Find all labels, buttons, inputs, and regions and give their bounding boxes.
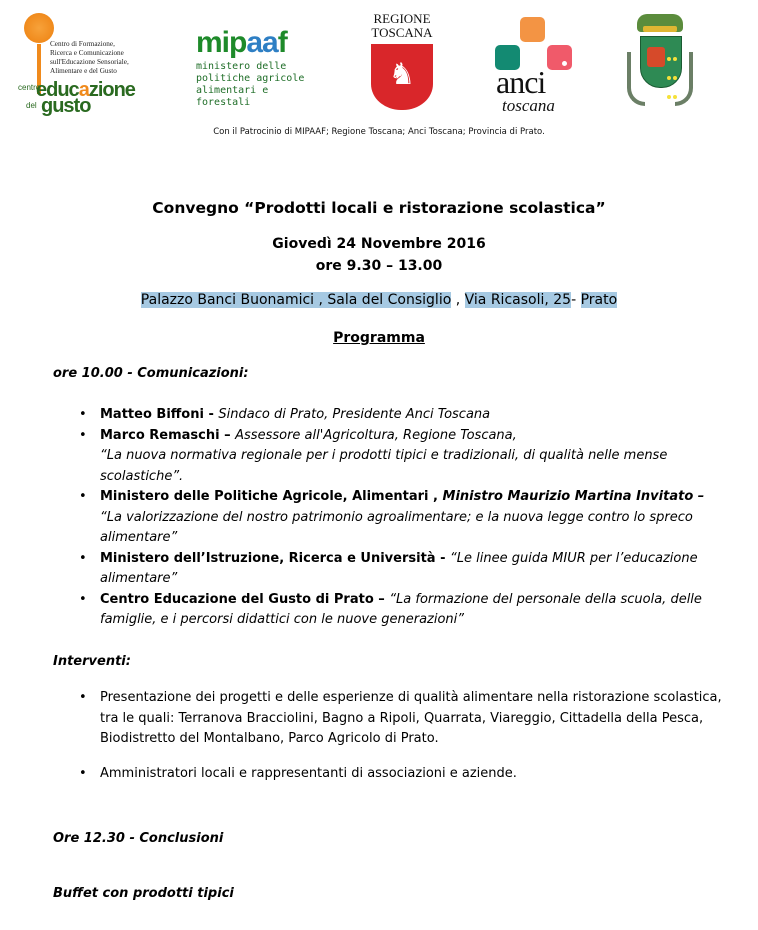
wreath-right-icon bbox=[675, 52, 693, 106]
ceg-educ-a: a bbox=[78, 79, 89, 101]
mipaaf-sub-line: politiche agricole bbox=[196, 73, 305, 84]
ceg-educ-pre: educ bbox=[36, 79, 79, 101]
pegasus-icon: ♞ bbox=[388, 57, 416, 92]
ceg-word-gusto: gusto bbox=[41, 95, 91, 117]
anci-wordmark: anci bbox=[496, 64, 546, 100]
talk-title: “La nuova normativa regionale per i prodotti tipici e tradizionali, di qualità nelle mense scolastiche”. bbox=[100, 448, 668, 484]
ceg-educ-post: zione bbox=[88, 79, 135, 101]
ceg-word-centro: centro bbox=[18, 83, 41, 92]
programma-heading: Programma bbox=[333, 330, 425, 346]
regione-shield bbox=[371, 44, 433, 110]
mipaaf-subtitle bbox=[196, 61, 316, 109]
list-item: • Presentazione dei progetti e delle esperienze di qualità alimentare nella ristorazione scolastica, tra le quali: Terranova Bracciolini, Bagno a Ripoli, Quarrata, Viareggio, Cittadella della Pesca, Biodistretto del Montalbano, Parco Agricolo di Prato. bbox=[77, 688, 727, 750]
anci-square-orange bbox=[520, 17, 545, 42]
list-item bbox=[77, 487, 727, 549]
mipaaf-sub-line: ministero delle bbox=[196, 61, 287, 72]
ceg-description bbox=[50, 40, 160, 76]
list-item bbox=[77, 549, 727, 590]
mipaaf-post: f bbox=[277, 26, 287, 59]
conclusioni-heading: Ore 12.30 - Conclusioni bbox=[53, 831, 224, 846]
list-item bbox=[77, 590, 727, 631]
speaker-name: Centro Educazione del Gusto di Prato – bbox=[100, 591, 390, 607]
speaker-name: Ministero dell’Istruzione, Ricerca e Università - bbox=[100, 550, 451, 566]
list-item bbox=[77, 405, 727, 426]
tree-icon bbox=[24, 13, 54, 43]
mipaaf-ae: aa bbox=[246, 26, 278, 59]
ceg-desc-line: Ricerca e Comunicazione bbox=[50, 49, 124, 57]
comunicazioni-list bbox=[77, 405, 727, 631]
list-item bbox=[77, 426, 727, 488]
regione-line2: TOSCANA bbox=[371, 25, 433, 40]
ceg-word-del: del bbox=[26, 101, 37, 110]
speaker-role: Ministro Maurizio Martina Invitato – bbox=[442, 489, 705, 504]
knight-icon bbox=[647, 47, 665, 67]
regione-line1: REGIONE bbox=[373, 11, 431, 26]
crown-band bbox=[643, 26, 677, 32]
anci-square-pink bbox=[547, 45, 572, 70]
venue-dash: - bbox=[571, 292, 581, 308]
ceg-desc-line: Alimentare e del Gusto bbox=[50, 67, 117, 75]
speaker-name: Marco Remaschi – bbox=[100, 427, 236, 443]
speaker-role: Assessore all'Agricoltura, Regione Toscana, bbox=[235, 427, 517, 443]
talk-title: “Le linee guida MIUR per l’educazione alimentare” bbox=[100, 550, 698, 586]
ceg-desc-line: sull'Educazione Sensoriale, bbox=[50, 58, 129, 66]
mipaaf-wordmark bbox=[196, 28, 316, 58]
list-item: • Amministratori locali e rappresentanti di associazioni e aziende. bbox=[77, 764, 727, 785]
logo-centro-educazione-gusto bbox=[14, 10, 144, 115]
venue-highlight-2: Via Ricasoli, 25 bbox=[464, 292, 572, 308]
anci-subtitle: toscana bbox=[502, 96, 555, 115]
page-title: Convegno “Prodotti locali e ristorazione scolastica” bbox=[152, 199, 606, 217]
mipaaf-sub-line: alimentari e forestali bbox=[196, 85, 269, 108]
logo-regione-toscana bbox=[368, 12, 436, 120]
event-venue bbox=[0, 292, 758, 308]
venue-highlight-3: Prato bbox=[580, 292, 618, 308]
ceg-desc-line: Centro di Formazione, bbox=[50, 40, 115, 48]
speaker-role: Sindaco di Prato, Presidente Anci Toscana bbox=[218, 407, 491, 422]
speaker-name: Matteo Biffoni - bbox=[100, 407, 219, 422]
logo-anci-toscana bbox=[490, 14, 580, 118]
venue-highlight-1: Palazzo Banci Buonamici , Sala del Consiglio bbox=[140, 292, 452, 308]
patrocinio-line: Con il Patrocinio di MIPAAF; Regione Toscana; Anci Toscana; Provincia di Prato. bbox=[213, 127, 545, 137]
talk-title: “La formazione del personale della scuola, delle famiglie, e i percorsi didattici con le nuove generazioni” bbox=[100, 591, 702, 627]
speaker-name: Ministero delle Politiche Agricole, Alimentari , bbox=[100, 489, 443, 504]
anci-dot bbox=[562, 61, 567, 66]
wreath-left-icon bbox=[627, 52, 645, 106]
buffet-heading: Buffet con prodotti tipici bbox=[53, 886, 234, 901]
talk-title: “La valorizzazione del nostro patrimonio agroalimentare; e la nuova legge contro lo spreco alimentare” bbox=[100, 509, 693, 545]
event-date: Giovedì 24 Novembre 2016 bbox=[272, 236, 486, 252]
interventi-list bbox=[77, 688, 727, 798]
comunicazioni-heading: ore 10.00 - Comunicazioni: bbox=[53, 366, 249, 381]
logo-provincia-prato bbox=[625, 12, 695, 114]
venue-separator: , bbox=[451, 292, 465, 308]
event-time: ore 9.30 – 13.00 bbox=[315, 258, 443, 274]
logo-mipaaf bbox=[196, 28, 316, 108]
mipaaf-pre: mip bbox=[196, 26, 247, 59]
interventi-heading: Interventi: bbox=[53, 654, 131, 669]
